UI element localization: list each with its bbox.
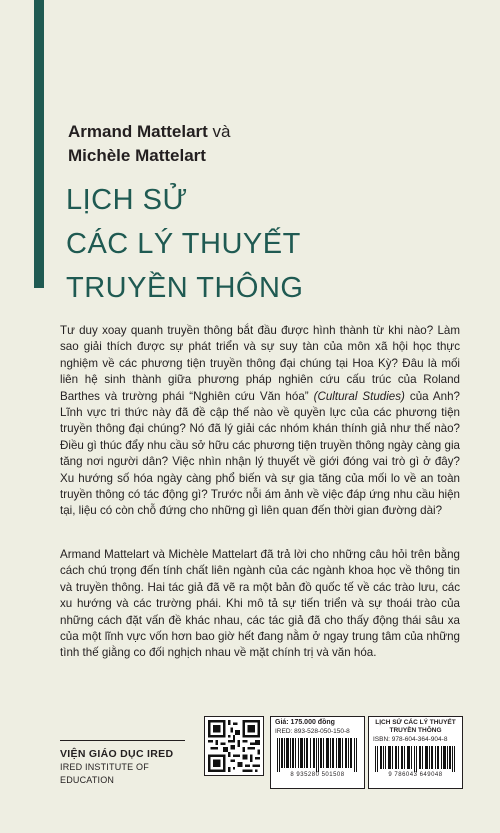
barcode-icon <box>373 746 458 772</box>
publisher-rule <box>60 740 185 741</box>
author-first: Armand Mattelart <box>68 122 208 141</box>
title-line-3: TRUYỀN THÔNG <box>66 272 304 304</box>
blurb-paragraph-1 <box>60 323 460 520</box>
title-line-1: LỊCH SỬ <box>66 184 188 216</box>
blurb-paragraph-2: Armand Mattelart và Michèle Mattelart đã trả lời cho những câu hỏi trên bằng cách chú trọng đến tính chất liên ngành của các ngành khoa học về thông tin và truyền thông. Hai tác giả đã vẽ ra một bản đồ quốc tế về các trào lưu, các xu hướng và các trường phái. Khi mô tả sự tiến triển và sự thoái trào của những cách đặt vấn đề khác nhau, các tác giả đã cho thấy động thái sâu xa của một lĩnh vực vốn hơn bao giờ hết đang nằm ở ngay trung tâm của những tình thế giằng co đối nghịch nhau về mặt chính trị và văn hóa. <box>60 548 460 660</box>
authors <box>68 120 231 168</box>
barcode-icon <box>275 738 360 772</box>
publisher-name-en: IRED INSTITUTE OF EDUCATION <box>60 762 149 785</box>
qr-code-icon <box>204 716 264 776</box>
publisher-logo <box>60 740 190 787</box>
blurb-p1-part-a: Tư duy xoay quanh truyền thông bắt đầu được hình thành từ khi nào? Làm sao giải thích được sự phát triển và sự suy tàn của môn xã hội học thực nghiệm về các phương tiện truyền thông đại chúng tại Hoa Kỳ? Đâu là mối liên hệ sinh thành giữa phương pháp nghiên cứu cấu trúc của Roland Barthes và trường phái “Nghiên cứu Văn hóa” <box>60 324 460 403</box>
author-conjunction: và <box>212 122 231 141</box>
price-barcode-number: 8 935280 501508 <box>290 772 345 778</box>
blurb-p1-part-b: của Anh? Lĩnh vực tri thức này đã đề cập thế nào về quyền lực của các phương tiện truyền thông đại chúng? Nó đã lý giải các nhóm khán thính giả như thế nào? Điều gì thúc đẩy nhu cầu sở hữu các phương tiện truyền thông ngày càng gia tăng nơi người dân? Việc nhìn nhận lý thuyết về giới đóng vai trò gì ở đây? Xu hướng số hóa ngày càng phổ biến và sự gia tăng của mối lo về an toàn truyền thông có tác động gì? Trước nỗi ám ảnh về việc đáp ứng nhu cầu hiện tại, liệu có còn chỗ đứng cho những gì liên quan đến thời gian đường dài? <box>60 389 460 518</box>
price-isbn: IRED: 893-528-050-150-8 <box>275 728 350 735</box>
isbn-title-line-1: LỊCH SỬ CÁC LÝ THUYẾT <box>375 719 456 726</box>
isbn-title-line-2: TRUYỀN THÔNG <box>389 727 442 734</box>
isbn-number: ISBN: 978-604-364-904-8 <box>373 736 448 743</box>
title-line-2: CÁC LÝ THUYẾT <box>66 228 301 260</box>
isbn-barcode <box>368 716 463 789</box>
price-barcode <box>270 716 365 789</box>
publisher-name-vn: VIỆN GIÁO DỤC IRED <box>60 748 174 760</box>
blurb-p1-italic: (Cultural Studies) <box>313 389 405 403</box>
author-line-1 <box>68 120 231 144</box>
isbn-barcode-number: 9 786043 649048 <box>388 772 443 778</box>
accent-bar <box>34 0 44 288</box>
book-title <box>66 178 303 310</box>
author-second: Michèle Mattelart <box>68 146 206 165</box>
price-label: Giá: 175.000 đồng <box>275 719 335 726</box>
